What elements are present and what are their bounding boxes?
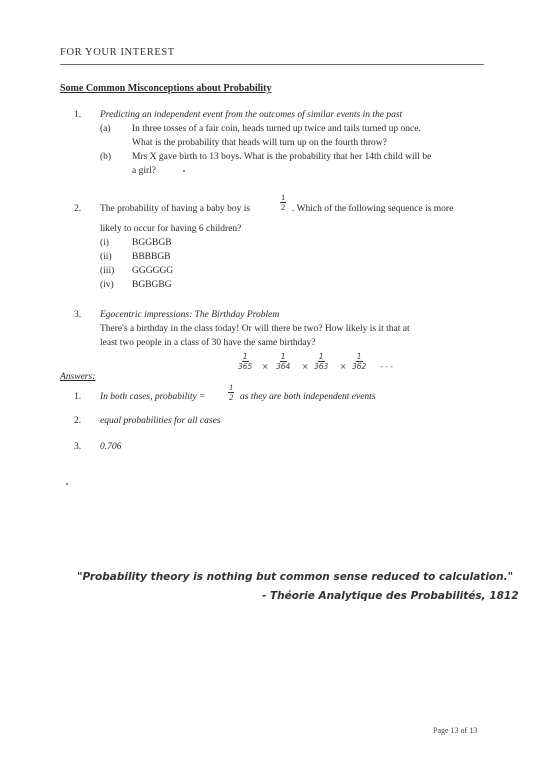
section-title: Some Common Misconceptions about Probability <box>60 83 272 94</box>
item-1-title: Predicting an independent event from the outcomes of similar events in the past <box>100 110 403 120</box>
item-2-text-before: The probability of having a baby boy is <box>100 204 251 214</box>
handwritten-times: × <box>302 362 309 371</box>
option-value: GGGGGG <box>132 266 174 276</box>
handwritten-fraction: $\frac{1}{363}$ <box>314 352 329 371</box>
page-number: Page 13 of 13 <box>433 726 478 735</box>
quote-text: "Probability theory is nothing but common sense reduced to calculation." <box>77 571 514 583</box>
answer-3-text: 0.706 <box>100 442 122 452</box>
answer-2-number: 2. <box>74 416 82 426</box>
item-1b-line-2: a girl? <box>132 166 157 176</box>
option-label: (iii) <box>100 266 115 276</box>
fraction-denominator: 2 <box>229 392 234 402</box>
fraction-numerator: 1 <box>281 192 286 202</box>
item-1a-line-2: What is the probability that heads will turn up on the fourth throw? <box>132 138 387 148</box>
option-value: BGGBGB <box>132 238 172 248</box>
page-header: FOR YOUR INTEREST <box>60 47 175 58</box>
quote-source: - Théorie Analytique des Probabilités, 1812 <box>262 590 519 602</box>
answers-heading: Answers: <box>60 372 96 382</box>
fraction-denominator: 2 <box>281 202 286 212</box>
answer-1-text-after: as they are both independent events <box>240 392 376 402</box>
item-1b-label: (b) <box>100 152 112 162</box>
item-2-fraction <box>280 193 286 212</box>
item-3-line-2: least two people in a class of 30 have the same birthday? <box>100 338 316 348</box>
item-2-number: 2. <box>74 204 82 214</box>
option-label: (i) <box>100 238 109 248</box>
item-3-line-1: There's a birthday in the class today! Or will there be two? How likely is it that at <box>100 324 410 334</box>
handwritten-dots: - - - <box>380 362 393 371</box>
fraction-numerator: 1 <box>229 382 234 392</box>
handwritten-fraction: $\frac{1}{364}$ <box>276 352 291 371</box>
scan-speck <box>183 170 185 172</box>
option-label: (ii) <box>100 252 112 262</box>
answer-3-number: 3. <box>74 442 82 452</box>
option-value: BBBBGB <box>132 252 171 262</box>
item-1-number: 1. <box>74 110 82 120</box>
answer-1-text-before: In both cases, probability = <box>100 392 206 402</box>
item-3-number: 3. <box>74 310 82 320</box>
header-divider <box>60 64 484 65</box>
item-2-line-2: likely to occur for having 6 children? <box>100 224 242 234</box>
answer-2-text: equal probabilities for all cases <box>100 416 221 426</box>
answer-1-number: 1. <box>74 392 82 402</box>
scan-speck <box>66 483 68 485</box>
item-2-text-after: . Which of the following sequence is more <box>292 204 454 214</box>
answer-1-fraction <box>228 383 234 402</box>
item-1a-line-1: In three tosses of a fair coin, heads turned up twice and tails turned up once. <box>132 124 421 134</box>
handwritten-fraction: $\frac{1}{365}$ <box>238 352 253 371</box>
item-3-title: Egocentric impressions: The Birthday Problem <box>100 310 280 320</box>
item-1b-line-1: Mrs X gave birth to 13 boys. What is the probability that her 14th child will be <box>132 152 432 162</box>
option-label: (iv) <box>100 280 114 290</box>
handwritten-times: × <box>340 362 347 371</box>
handwritten-times: × <box>262 362 269 371</box>
item-1a-label: (a) <box>100 124 111 134</box>
handwritten-fraction: $\frac{1}{362}$ <box>352 352 367 371</box>
option-value: BGBGBG <box>132 280 172 290</box>
